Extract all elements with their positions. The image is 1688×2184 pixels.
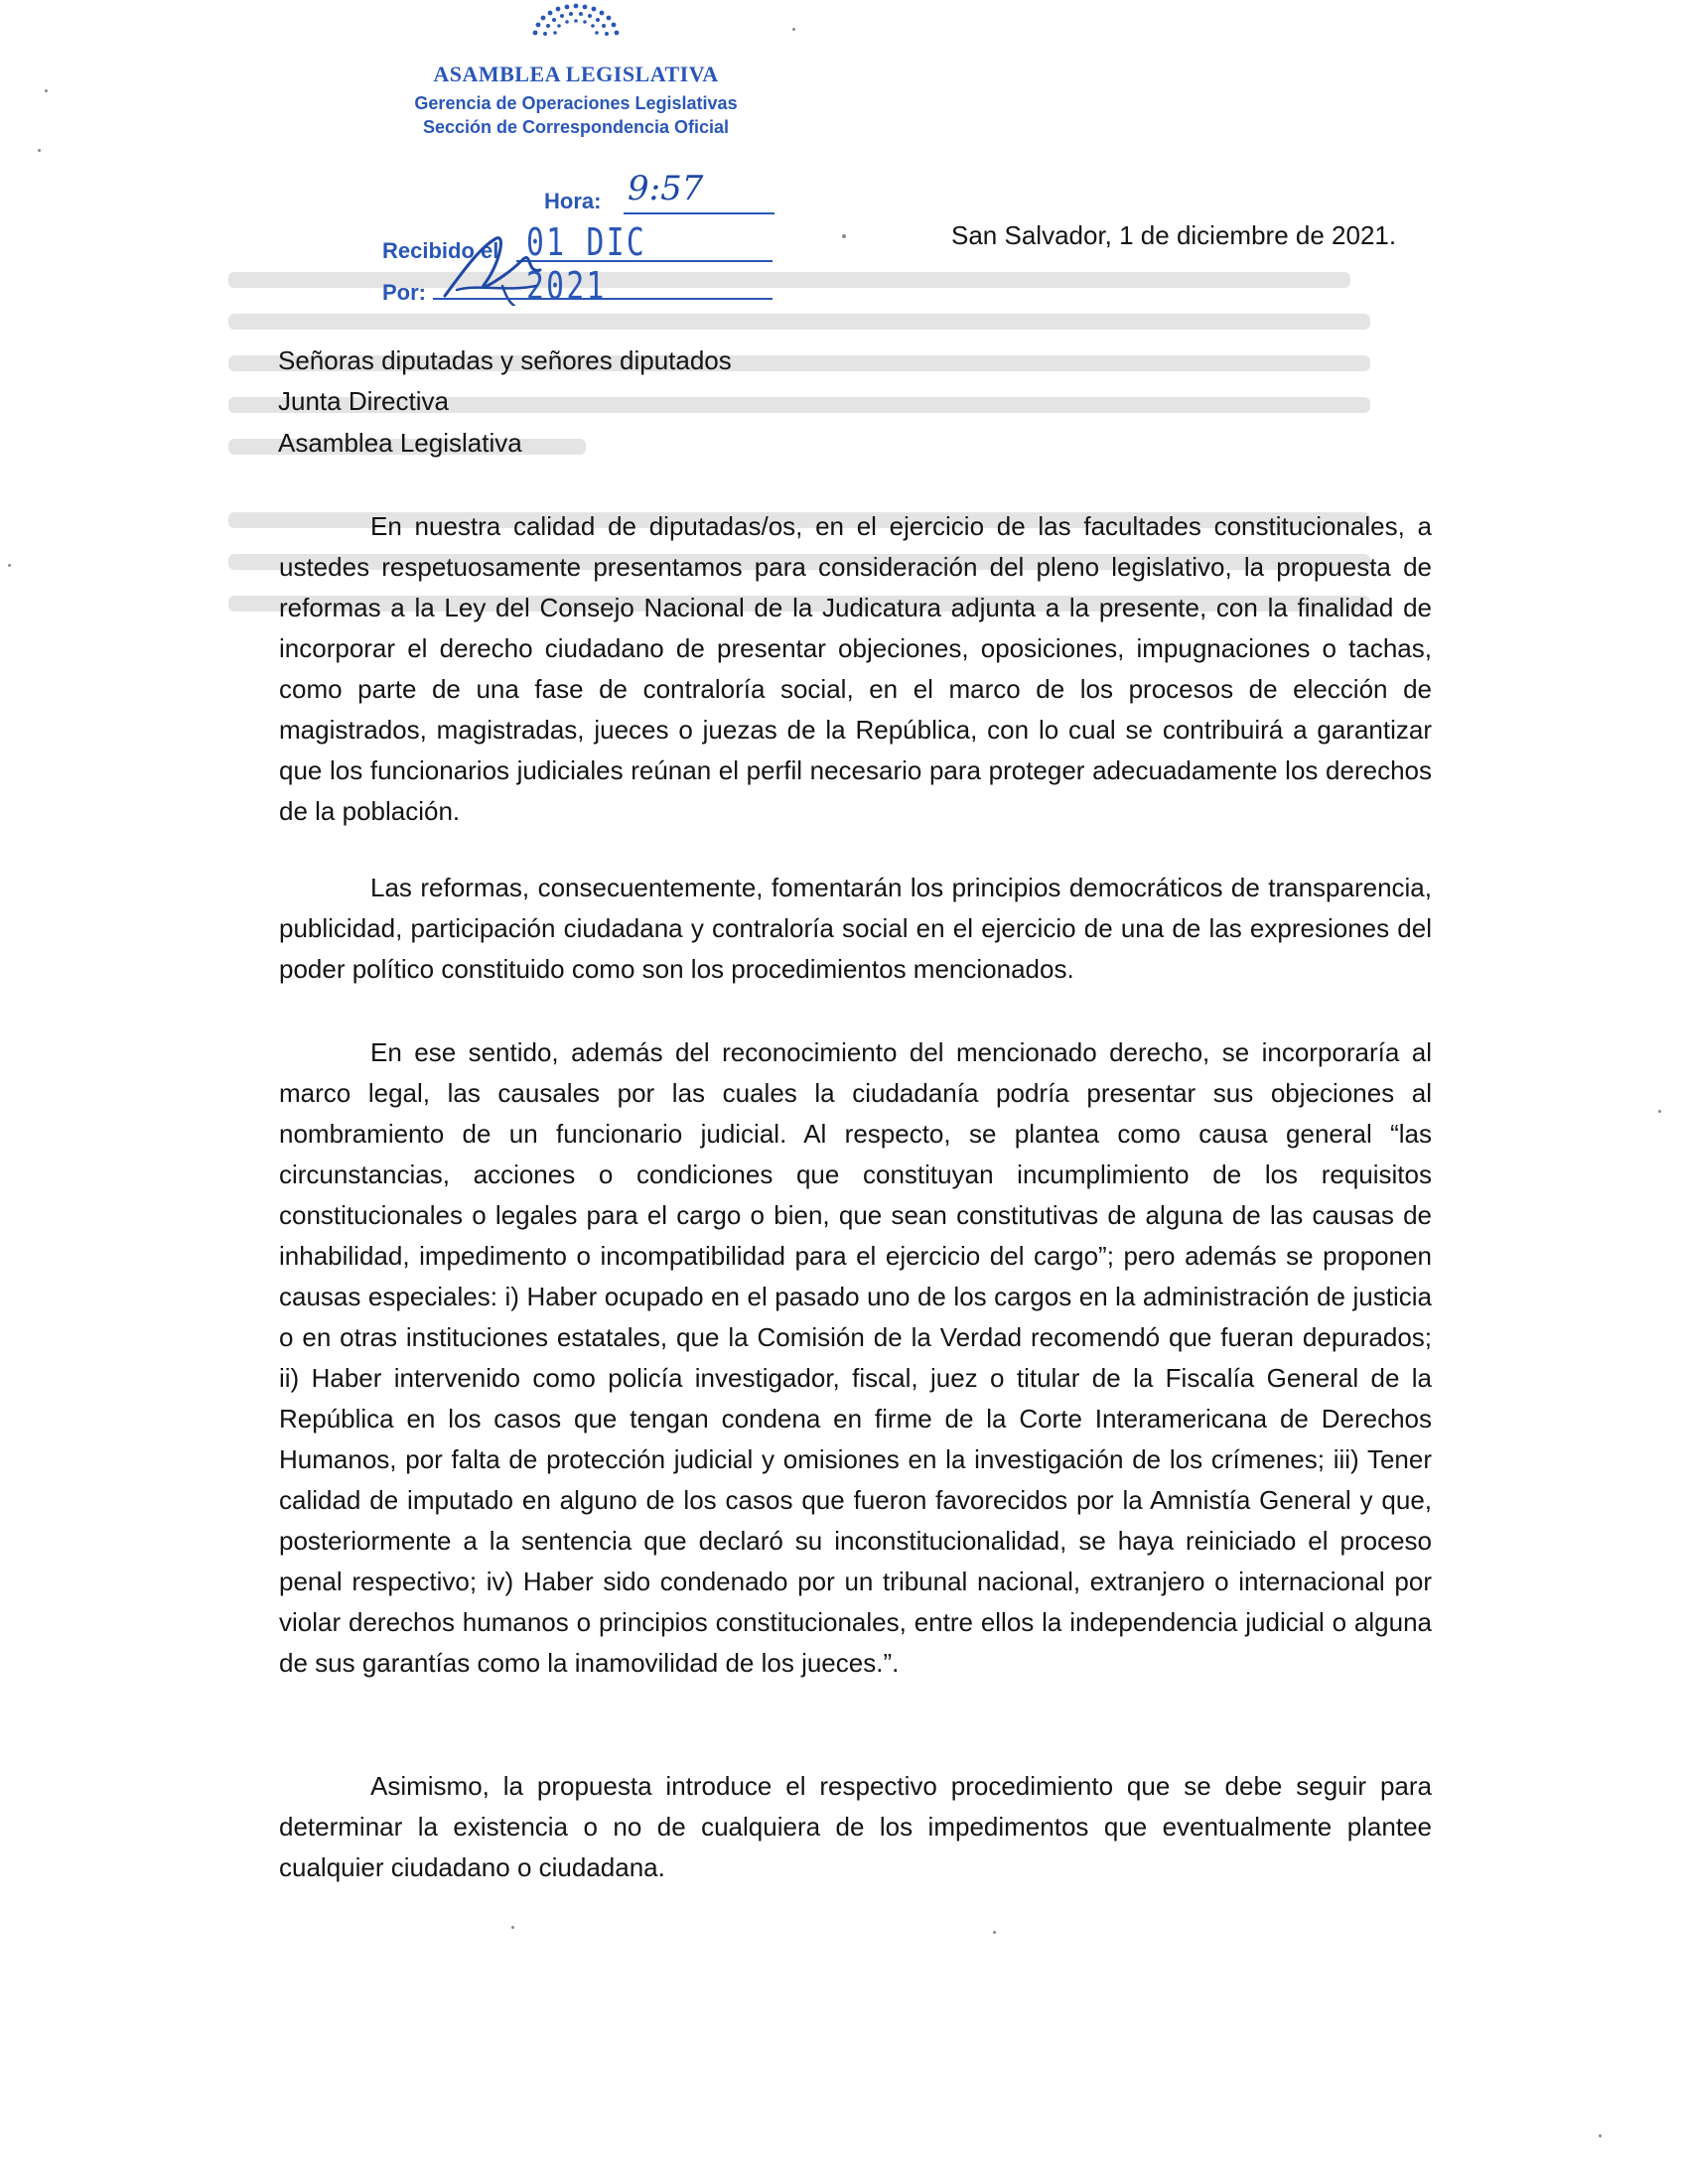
scan-speck: [842, 234, 846, 238]
recipient-line-3: Asamblea Legislativa: [278, 428, 522, 458]
scan-speck: [8, 564, 11, 567]
scan-speck: [45, 89, 48, 92]
assembly-seal-icon: [501, 0, 650, 48]
scan-speck: [511, 1926, 514, 1929]
scan-speck: [1658, 1110, 1661, 1113]
recipient-line-1: Señoras diputadas y señores diputados: [278, 345, 732, 375]
body-paragraph-3-text: En ese sentido, además del reconocimiento del mencionado derecho, se incorporaría al marco legal, las causales por las cuales la ciudadanía podría presentar sus objeciones al nombramiento de un funcionario judicial. Al respecto, se plantea como causa general “las circunstancias, acciones o condiciones que constituyan incumplimiento de los requisitos constitucionales o legales para el cargo o bien, que sean constitutivas de alguna de las causas de inhabilidad, impedimento o incompatibilidad para el ejercicio del cargo”; pero además se proponen causas especiales: i) Haber ocupado en el pasado uno de los cargos en la administración de justicia o en otras instituciones estatales, que la Comisión de la Verdad recomendó que fueran depurados; ii) Haber intervenido como policía investigador, fiscal, juez o titular de la Fiscalía General de la República en los casos que tengan condena en firme de la Corte Interamericana de Derechos Humanos, por falta de protección judicial y omisiones en la investigación de los crímenes; iii) Tener calidad de imputado en alguno de los casos que fueron favorecidos por la Amnistía General y que, posteriormente a la sentencia que declaró su inconstitucionalidad, se haya reiniciado el proceso penal respectivo; iv) Haber sido condenado por un tribunal nacional, extranjero o internacional por violar derechos humanos o principios constitucionales, entre ellos la independencia judicial o alguna de sus garantías como la inamovilidad de los jueces.”.: [279, 1037, 1432, 1678]
body-paragraph-2-text: Las reformas, consecuentemente, fomentarán los principios democráticos de transparencia, publicidad, participación ciudadana y contraloría social en el ejercicio de una de las expresiones del poder político constituido como son los procedimientos mencionados.: [279, 873, 1432, 984]
stamp-section: Sección de Correspondencia Oficial: [422, 117, 730, 137]
scan-speck: [38, 149, 41, 152]
reception-stamp: [357, 0, 794, 318]
stamp-hora-value: 9:57: [628, 169, 704, 208]
stamp-recibido-date: 01 DIC 2021: [526, 220, 647, 308]
stamp-department: Gerencia de Operaciones Legislativas: [414, 93, 738, 113]
body-paragraph-1: [279, 506, 1432, 832]
body-paragraph-4: [279, 1766, 1432, 1888]
scan-speck: [792, 28, 795, 31]
body-paragraph-2: [279, 868, 1432, 990]
body-paragraph-4-text: Asimismo, la propuesta introduce el respectivo procedimiento que se debe seguir para determinar la existencia o no de cualquiera de los impedimentos que eventualmente plantee cualquier ciudadano o ciudadana.: [279, 1771, 1432, 1882]
stamp-hora-rule: [624, 212, 774, 214]
stamp-hora-label: Hora:: [544, 189, 602, 213]
place-date: San Salvador, 1 de diciembre de 2021.: [951, 220, 1397, 250]
stamp-por-label: Por:: [382, 280, 426, 305]
scan-speck: [1599, 2134, 1602, 2137]
body-paragraph-3: [279, 1032, 1432, 1684]
stamp-por-rule: [433, 298, 773, 300]
handwritten-signature-icon: [437, 226, 556, 306]
stamp-organization: ASAMBLEA LEGISLATIVA: [433, 62, 719, 86]
recipient-line-2: Junta Directiva: [278, 386, 449, 416]
stamp-recibido-label: Recibido el: [382, 238, 499, 263]
body-paragraph-1-text: En nuestra calidad de diputadas/os, en el ejercicio de las facultades constitucionales, a ustedes respetuosamente presentamos para consideración del pleno legislativo, la propuesta de reformas a la Ley del Consejo Nacional de la Judicatura adjunta a la presente, con la finalidad de incorporar el derecho ciudadano de presentar objeciones, oposiciones, impugnaciones o tachas, como parte de una fase de contraloría social, en el marco de los procesos de elección de magistrados, magistradas, jueces o juezas de la República, con lo cual se contribuirá a garantizar que los funcionarios judiciales reúnan el perfil necesario para proteger adecuadamente los derechos de la población.: [279, 511, 1432, 826]
scan-speck: [993, 1931, 996, 1934]
